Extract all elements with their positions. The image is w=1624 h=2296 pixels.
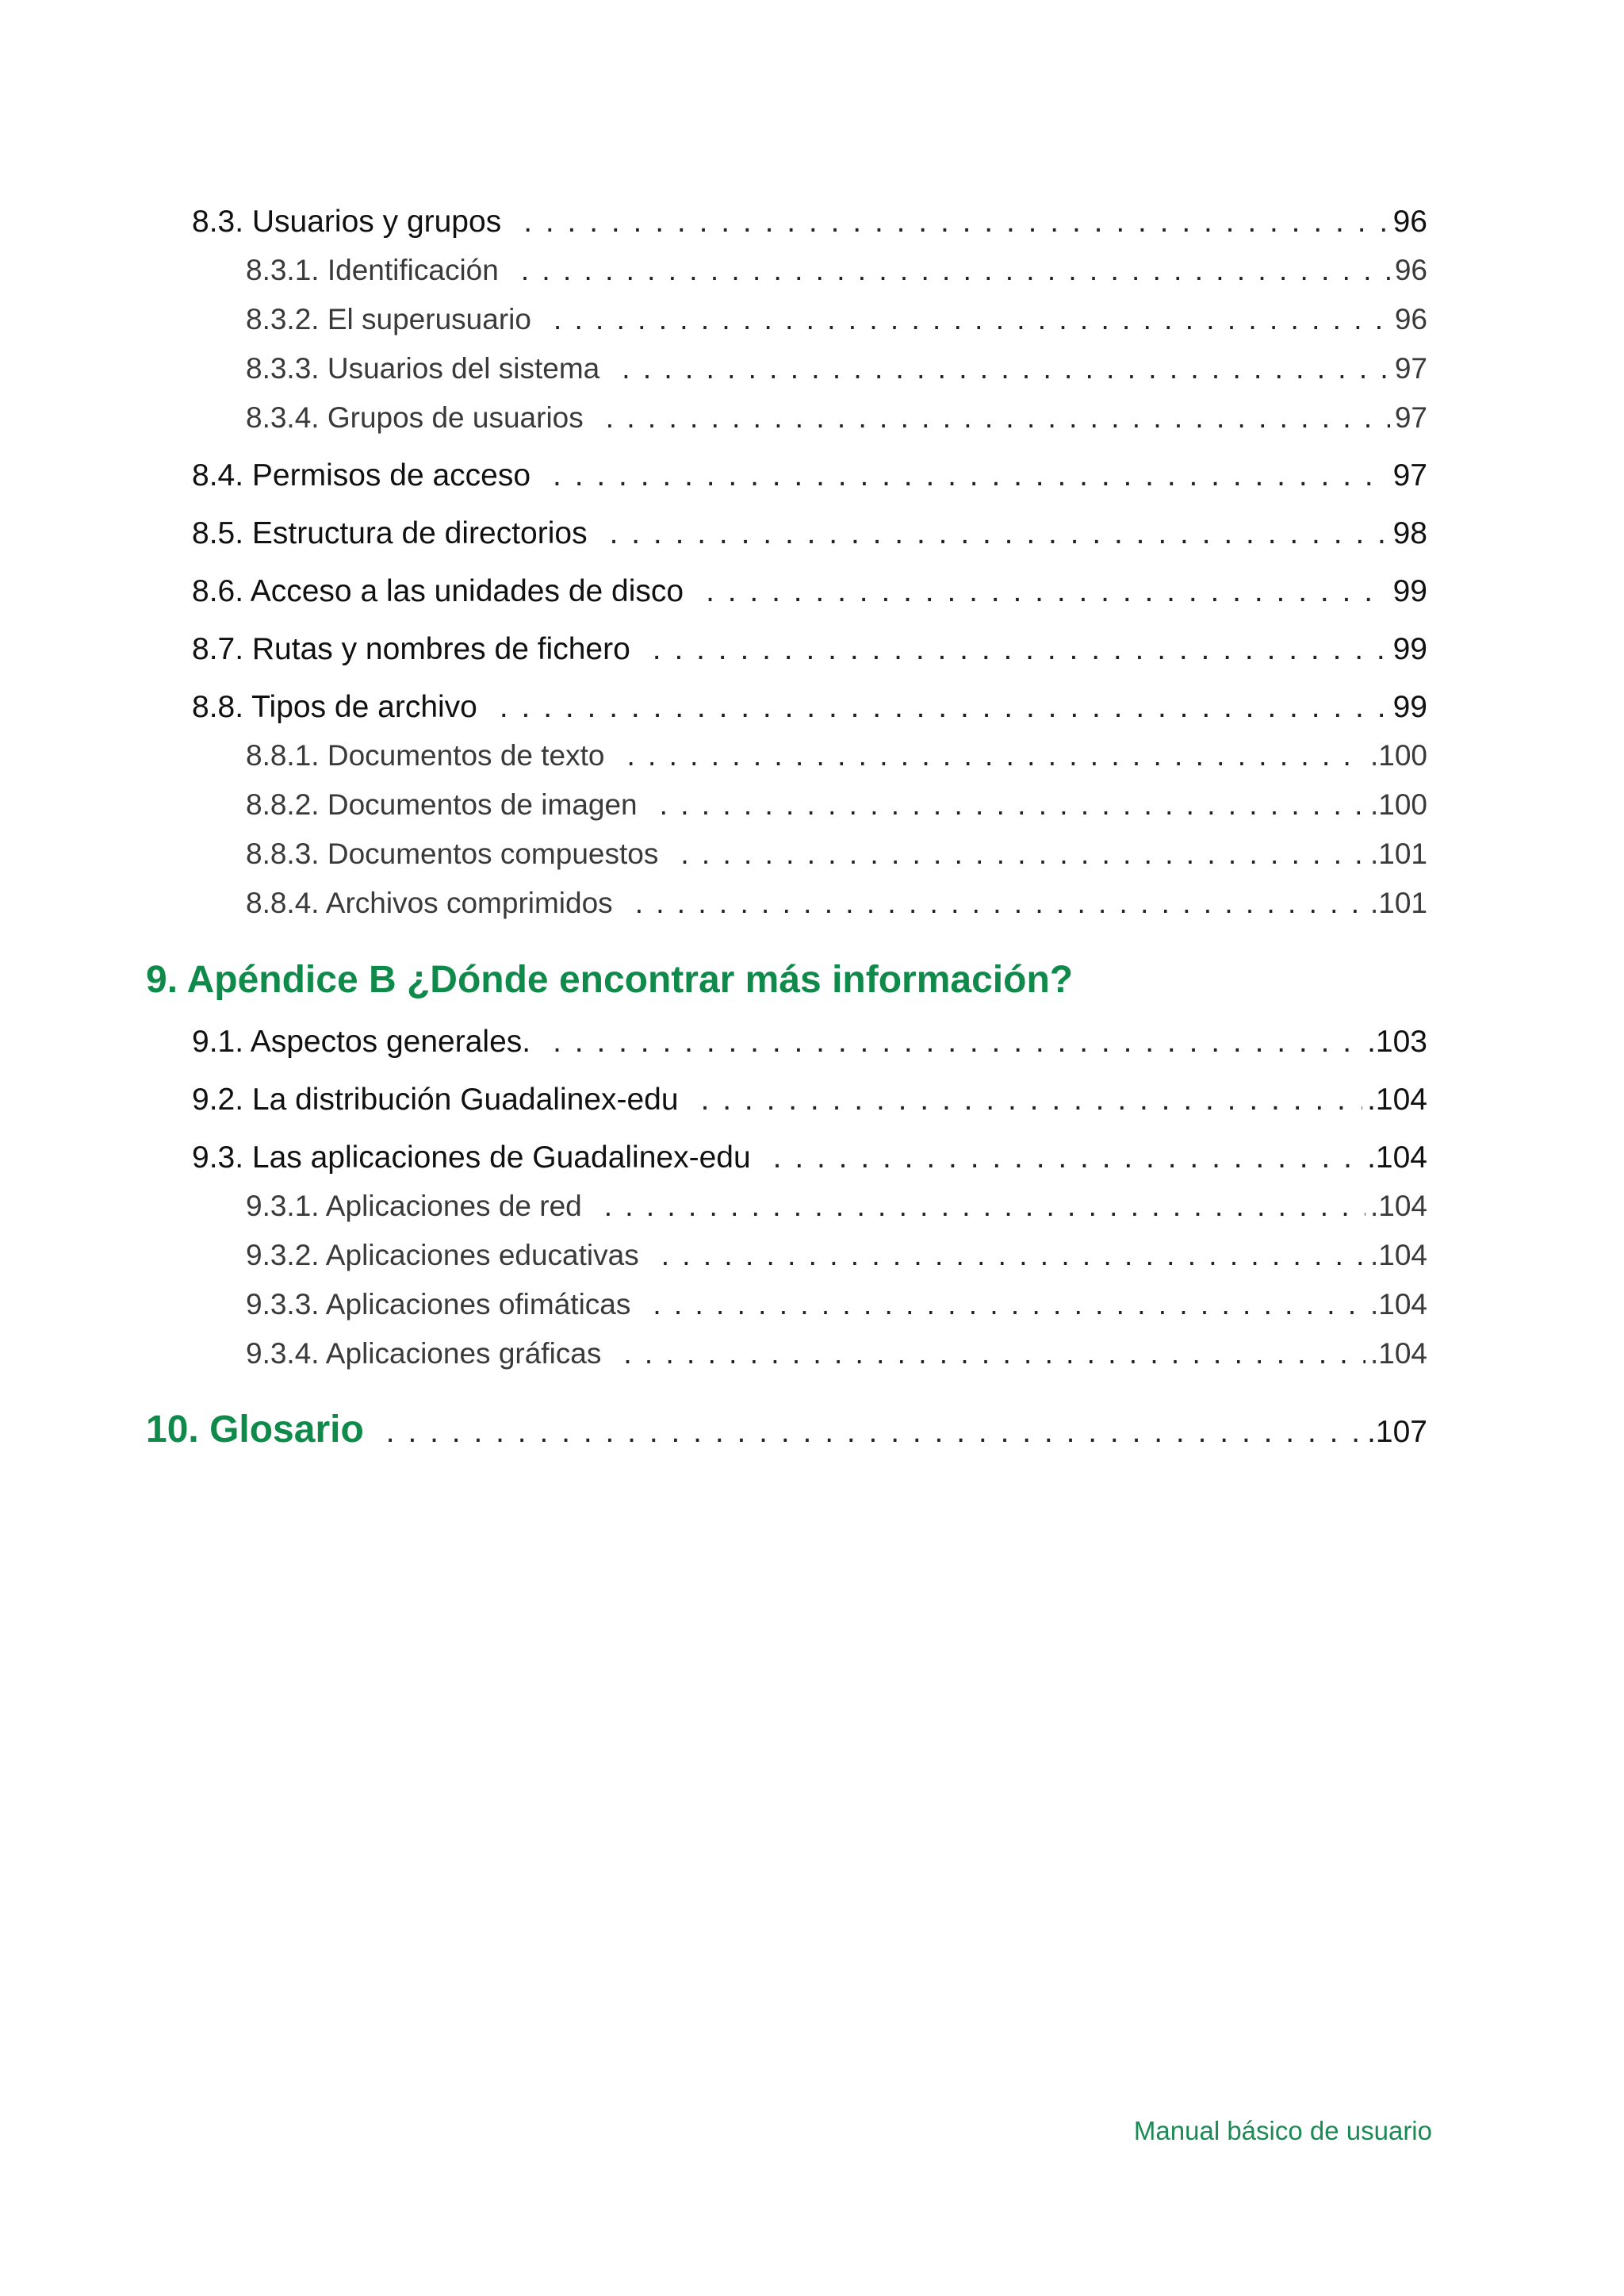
dot-leader (500, 690, 1388, 725)
toc-entry-8-6[interactable] (192, 574, 1427, 609)
toc-entry-page: 99 (1392, 632, 1427, 666)
toc-entry-page: 99 (1392, 574, 1427, 608)
toc-entry-page: .100 (1369, 788, 1427, 821)
dot-leader (706, 574, 1388, 609)
toc-entry-title: 9.2. La distribución Guadalinex-edu (192, 1083, 679, 1117)
toc-entry-page: 97 (1392, 458, 1427, 493)
dot-leader (660, 788, 1365, 822)
toc-entry-8-8-4[interactable] (246, 887, 1427, 920)
toc-entry-page: .104 (1367, 1083, 1427, 1117)
toc-entry-title: 8.5. Estructura de directorios (192, 516, 588, 550)
toc-chapter-9-heading[interactable]: 9. Apéndice B ¿Dónde encontrar más información? (146, 959, 1074, 1001)
toc-entry-8-8-2[interactable] (246, 788, 1427, 822)
toc-entry-8-3-1[interactable] (246, 254, 1427, 287)
toc-entry-page: .100 (1369, 739, 1427, 772)
toc-entry-page: .103 (1367, 1025, 1427, 1059)
toc-entry-title: 8.8.2. Documentos de imagen (246, 788, 638, 821)
toc-entry-title: 8.3.1. Identificación (246, 254, 499, 286)
toc-entry-page: .104 (1369, 1337, 1427, 1370)
toc-entry-title: 9.1. Aspectos generales. (192, 1025, 531, 1059)
dot-leader (701, 1083, 1363, 1117)
toc-entry-title: 8.3.2. El superusuario (246, 303, 531, 335)
toc-entry-page: .104 (1367, 1140, 1427, 1175)
toc-entry-title: 9.3. Las aplicaciones de Guadalinex-edu (192, 1140, 751, 1175)
dot-leader (653, 632, 1388, 667)
toc-entry-title: 8.4. Permisos de acceso (192, 458, 531, 493)
dot-leader (553, 1025, 1362, 1060)
dot-leader (386, 1415, 1362, 1450)
toc-entry-9-1[interactable] (192, 1025, 1427, 1060)
toc-entry-9-3[interactable] (192, 1140, 1427, 1175)
toc-entry-page: .101 (1369, 887, 1427, 919)
toc-entry-chapter-10[interactable] (146, 1408, 1427, 1451)
dot-leader (553, 458, 1388, 493)
toc-entry-page: .107 (1367, 1415, 1427, 1449)
dot-leader (523, 205, 1388, 240)
dot-leader (680, 838, 1365, 871)
toc-entry-title: 9.3.1. Aplicaciones de red (246, 1190, 582, 1222)
dot-leader (661, 1239, 1365, 1272)
toc-entry-9-2[interactable] (192, 1083, 1427, 1117)
toc-entry-title: 10. Glosario (146, 1409, 364, 1451)
dot-leader (606, 401, 1390, 435)
toc-entry-title: 8.3.4. Grupos de usuarios (246, 401, 584, 434)
toc-entry-8-3-2[interactable] (246, 303, 1427, 336)
toc-entry-title: 8.8.3. Documentos compuestos (246, 838, 659, 870)
toc-entry-title: 8.7. Rutas y nombres de fichero (192, 632, 630, 666)
dot-leader (623, 1337, 1365, 1370)
dot-leader (604, 1190, 1365, 1223)
toc-entry-8-5[interactable] (192, 516, 1427, 551)
toc-entry-8-3-4[interactable] (246, 401, 1427, 435)
toc-entry-title: 9.3.4. Aplicaciones gráficas (246, 1337, 602, 1370)
toc-entry-9-3-4[interactable] (246, 1337, 1427, 1370)
dot-leader (610, 516, 1388, 551)
toc-entry-8-8[interactable] (192, 690, 1427, 725)
toc-entry-page: .104 (1369, 1239, 1427, 1271)
toc-entry-9-3-3[interactable] (246, 1288, 1427, 1321)
dot-leader (622, 352, 1390, 385)
toc-entry-page: .101 (1369, 838, 1427, 870)
dot-leader (521, 254, 1390, 287)
toc-entry-page: 97 (1394, 401, 1427, 434)
page-footer: Manual básico de usuario (1133, 2116, 1432, 2145)
dot-leader (553, 303, 1390, 336)
toc-entry-title: 8.6. Acceso a las unidades de disco (192, 574, 684, 608)
toc-entry-title: 8.8.4. Archivos comprimidos (246, 887, 613, 919)
toc-entry-8-8-1[interactable] (246, 739, 1427, 772)
toc-entry-title: 8.8. Tipos de archivo (192, 690, 477, 724)
dot-leader (635, 887, 1365, 920)
toc-entry-page: 98 (1392, 516, 1427, 550)
toc-entry-title: 9.3.3. Aplicaciones ofimáticas (246, 1288, 631, 1320)
toc-entry-9-3-2[interactable] (246, 1239, 1427, 1272)
toc-entry-page: 99 (1392, 690, 1427, 724)
toc-entry-title: 8.3.3. Usuarios del sistema (246, 352, 600, 385)
toc-entry-title: 8.3. Usuarios y grupos (192, 205, 502, 239)
toc-entry-title: 8.8.1. Documentos de texto (246, 739, 605, 772)
toc-entry-title: 9.3.2. Aplicaciones educativas (246, 1239, 639, 1271)
toc-entry-8-3[interactable] (192, 205, 1427, 240)
dot-leader (627, 739, 1365, 772)
dot-leader (773, 1140, 1362, 1175)
toc-entry-8-4[interactable] (192, 458, 1427, 493)
toc-entry-page: 97 (1394, 352, 1427, 385)
toc-entry-page: .104 (1369, 1288, 1427, 1320)
toc-entry-page: 96 (1392, 205, 1427, 239)
toc-entry-8-3-3[interactable] (246, 352, 1427, 385)
dot-leader (653, 1288, 1365, 1321)
toc-entry-page: 96 (1394, 303, 1427, 335)
toc-entry-8-7[interactable] (192, 632, 1427, 667)
toc-entry-page: .104 (1369, 1190, 1427, 1222)
toc-entry-9-3-1[interactable] (246, 1190, 1427, 1223)
toc-entry-page: 96 (1394, 254, 1427, 286)
toc-entry-8-8-3[interactable] (246, 838, 1427, 871)
